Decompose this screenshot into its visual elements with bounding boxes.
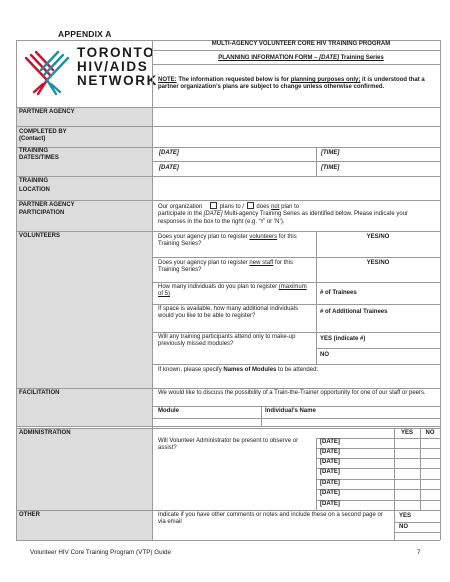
num-trainees-field[interactable]: # of Trainees bbox=[320, 290, 357, 296]
planning-form bbox=[16, 40, 440, 540]
facilitation-text: We would like to discuss the possibility of a Train-the-Trainer opportunity for one of our staff or peers. bbox=[158, 390, 426, 396]
date-field-2[interactable]: [DATE] bbox=[159, 165, 179, 171]
appendix-label: APPENDIX A bbox=[58, 29, 112, 39]
participation-label-1: PARTNER AGENCY bbox=[19, 202, 75, 208]
admin-date-field[interactable]: [DATE] bbox=[320, 501, 340, 507]
plans-to-checkbox[interactable] bbox=[210, 202, 217, 209]
note-a: The information requested below is for bbox=[176, 77, 291, 83]
admin-date-field[interactable]: [DATE] bbox=[320, 490, 340, 496]
v-q3-u: (maximum of 5) bbox=[158, 284, 307, 298]
v-q2-b: for this Training Series? bbox=[158, 260, 293, 274]
admin-date-field[interactable]: [DATE] bbox=[320, 480, 340, 486]
time-field-2[interactable]: [TIME] bbox=[321, 165, 340, 171]
administration-label: ADMINISTRATION bbox=[19, 430, 71, 436]
v-q2-a: Does your agency plan to register bbox=[158, 260, 250, 266]
yes-indicate-field[interactable]: YES (indicate #) bbox=[320, 336, 366, 342]
training-dates-label-1: TRAINING bbox=[19, 148, 48, 154]
num-additional-field[interactable]: # of Additional Trainees bbox=[320, 309, 388, 315]
individual-name-header: Individual’s Name bbox=[265, 408, 316, 414]
participation-not: not bbox=[271, 204, 280, 210]
form-title: MULTI-AGENCY VOLUNTEER CORE HIV TRAINING PROGRAM bbox=[211, 41, 391, 47]
v-q1-u: volunteers bbox=[249, 234, 278, 240]
v-q3-a: How many individuals do you plan to register bbox=[158, 284, 279, 290]
v-q1-a: Does your agency plan to register bbox=[158, 234, 250, 240]
partner-agency-field[interactable] bbox=[153, 108, 439, 125]
participation-a: Our organization bbox=[158, 204, 203, 210]
participation-label-2: PARTICIPATION bbox=[19, 210, 65, 216]
participation-date: [DATE] bbox=[203, 211, 223, 218]
v-q1-b: for this Training Series? bbox=[158, 234, 297, 248]
volunteers-yes-no-2[interactable]: YES/NO bbox=[366, 260, 390, 266]
participation-c: participate in the bbox=[158, 211, 204, 218]
volunteers-label: VOLUNTEERS bbox=[19, 233, 61, 239]
v-known-a: If known, please specify bbox=[158, 367, 224, 373]
admin-date-field[interactable]: [DATE] bbox=[320, 459, 340, 465]
admin-yes-header: YES bbox=[400, 430, 413, 436]
time-field-1[interactable]: [TIME] bbox=[321, 150, 340, 156]
v-known-b: Names of Modules bbox=[223, 367, 277, 373]
does-not-plan-checkbox[interactable] bbox=[247, 202, 254, 209]
other-label: OTHER bbox=[19, 512, 40, 518]
form-note bbox=[158, 77, 436, 92]
volunteers-q4: If space is available, how many additional individuals would you like to be able to register? bbox=[158, 306, 299, 320]
training-dates-label-2: DATES/TIMES bbox=[19, 155, 59, 161]
v-q2-u: new staff bbox=[249, 260, 274, 266]
admin-date-field[interactable]: [DATE] bbox=[320, 439, 340, 445]
training-location-field[interactable] bbox=[153, 177, 439, 199]
volunteers-q5: Will any training participants attend only to make-up previously missed modules? bbox=[158, 334, 296, 348]
note-b: it is understood that a partner organization’s plans are subject to change unless otherwise confirmed. bbox=[158, 77, 425, 91]
logo-line-2: HIV/AIDS bbox=[77, 59, 149, 74]
date-field-1[interactable]: [DATE] bbox=[159, 150, 179, 156]
participation-plans: plans to / bbox=[219, 204, 245, 210]
training-location-label-1: TRAINING bbox=[19, 178, 48, 184]
form-subtitle-a: PLANNING INFORMATION FORM – bbox=[218, 55, 320, 61]
completed-by-label: COMPLETED BY (Contact) bbox=[19, 129, 67, 143]
admin-date-field[interactable]: [DATE] bbox=[320, 449, 340, 455]
participation-does: does bbox=[256, 204, 270, 210]
participation-plan: plan to bbox=[281, 204, 300, 210]
form-subtitle bbox=[166, 55, 436, 62]
admin-date-field[interactable]: [DATE] bbox=[320, 469, 340, 475]
volunteers-known bbox=[158, 367, 437, 374]
other-no-field[interactable]: NO bbox=[399, 524, 408, 530]
form-subtitle-b: Training Series bbox=[339, 55, 384, 61]
module-header: Module bbox=[158, 408, 179, 414]
v-known-c: to be attended: bbox=[276, 367, 319, 373]
admin-no-header: NO bbox=[425, 430, 435, 436]
form-subtitle-date: [DATE] bbox=[319, 55, 340, 61]
partner-agency-label: PARTNER AGENCY bbox=[19, 109, 75, 115]
participation-text bbox=[158, 202, 437, 226]
participation-d: Multi-agency Training Series as identified below. Please indicate your responses in the box to the right (e.g. ‘Y’ or ‘N’). bbox=[158, 211, 409, 225]
note-u: planning purposes only; bbox=[290, 77, 361, 83]
no-field[interactable]: NO bbox=[320, 352, 329, 358]
page-number: 7 bbox=[417, 549, 421, 556]
completed-by-field[interactable] bbox=[153, 127, 439, 146]
volunteers-q1 bbox=[158, 234, 313, 249]
other-text: Indicate if you have other comments or notes and include these on a second page or via email bbox=[158, 512, 383, 526]
logo-line-3: NETWORK bbox=[77, 73, 158, 88]
logo-line-1: TORONTO bbox=[77, 45, 156, 60]
footer-title: Volunteer HIV Core Training Program (VTP) Guide bbox=[30, 549, 172, 556]
training-location-label-2: LOCATION bbox=[19, 187, 50, 193]
other-yes-field[interactable]: YES bbox=[399, 513, 412, 519]
admin-question: Will Volunteer Administrator be present to observe or assist? bbox=[158, 438, 299, 452]
note-label: NOTE: bbox=[158, 77, 177, 83]
volunteers-q3 bbox=[158, 284, 313, 299]
volunteers-q2 bbox=[158, 260, 313, 275]
volunteers-yes-no-1[interactable]: YES/NO bbox=[366, 234, 390, 240]
facilitation-label: FACILITATION bbox=[19, 390, 60, 396]
